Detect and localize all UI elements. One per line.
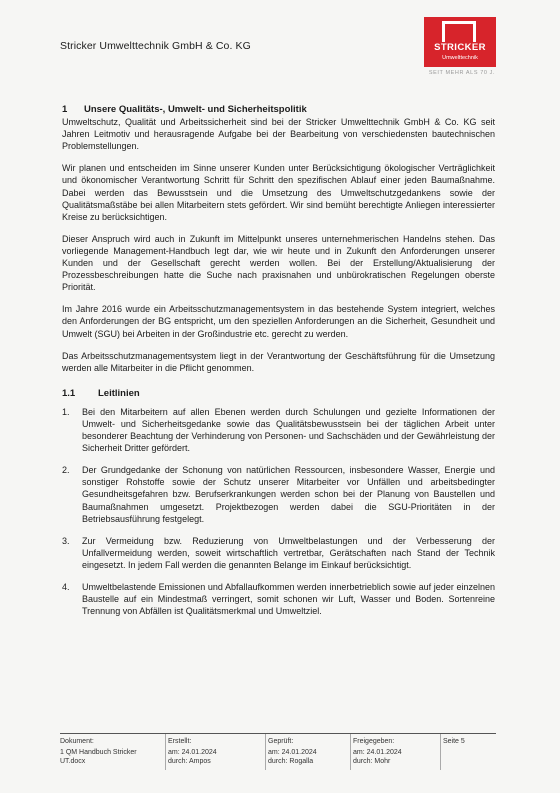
paragraph: Wir planen und entscheiden im Sinne unserer Kunden unter Berücksichtigung ökologischer Verträglichkeit und ökonomischer Verantwortung Schritt für Schritt den spezifischen Ablauf einer jeden Baumaßnahme. Dabei werden das Bewusstsein und die Umsetzung des Umweltschutzgedankens sowie der Qualitätsmaßstäbe bei allen Mitarbeitern stets gefördert. Wir sind bemüht berechtigte Anliegen interessierter Kreise zu berücksichtigen. [62, 163, 495, 222]
footer-label: Freigegeben: [353, 738, 395, 745]
footer-freigegeben [350, 734, 440, 770]
company-logo [424, 17, 496, 67]
paragraph: Im Jahre 2016 wurde ein Arbeitsschutzmanagementsystem in das bestehende System integriert, welches den Anforderungen der BG entspricht, um den speziellen Anforderungen an die Sicherheit, Gesundheit und Umwelt (SGU) bei Arbeiten in der Großindustrie etc. gerecht zu werden. [62, 304, 495, 339]
logo-brand: STRICKER [434, 42, 486, 53]
page-number: Seite 5 [443, 738, 465, 745]
list-item-number: 1. [62, 406, 70, 417]
footer-value: am: 24.01.2024 [353, 749, 402, 756]
footer-label: Geprüft: [268, 738, 294, 745]
footer-value: am: 24.01.2024 [268, 749, 317, 756]
footer-value: durch: Ampos [168, 758, 211, 765]
section-heading [62, 104, 495, 116]
footer-value: 1 QM Handbuch Stricker UT.docx [60, 749, 137, 765]
list-item-text: Der Grundgedanke der Schonung von natürlichen Ressourcen, insbesondere Wasser, Energie und sonstiger Rohstoffe sowie der Schutz unserer Mitarbeiter vor Unfällen und arbeitsbedingter Gesundheitsgefahren bzw. Berufserkrankungen werden schon bei der Planung von Baustellen und Baumaßnahmen umgesetzt. Projektbezogen werden dabei die SGU-Prioritäten in der Betriebsausführung festgelegt. [82, 465, 495, 524]
footer-seite [440, 734, 496, 770]
footer-label: Erstellt: [168, 738, 192, 745]
paragraph: Dieser Anspruch wird auch in Zukunft im Mittelpunkt unseres unternehmerischen Handelns stehen. Das vorliegende Management-Handbuch legt dar, wie wir heute und in Zukunft den Anforderungen unserer Kunden und der Gesellschaft gerecht werden wollen. Bei der Erstellung/Aktualisierung der Prozessbeschreibungen hatte die Suche nach praxisnahen und unbürokratischen Regelungen oberste Priorität. [62, 233, 495, 293]
main-content [62, 104, 495, 627]
paragraph: Das Arbeitsschutzmanagementsystem liegt in der Verantwortung der Geschäftsführung für die Umsetzung werden alle Mitarbeiter in die Pflicht genommen. [62, 350, 495, 373]
logo-mark [442, 21, 476, 42]
footer-value: am: 24.01.2024 [168, 749, 217, 756]
document-footer [60, 733, 496, 770]
footer-geprueft [265, 734, 350, 770]
list-item [62, 535, 495, 571]
subsection-heading [62, 388, 495, 400]
footer-value: durch: Mohr [353, 758, 391, 765]
list-item [62, 406, 495, 454]
subsection-title: Leitlinien [98, 387, 140, 399]
section-title: Unsere Qualitäts-, Umwelt- und Sicherheitspolitik [84, 104, 307, 115]
subsection-number: 1.1 [62, 387, 76, 399]
company-name: Stricker Umwelttechnik GmbH & Co. KG [60, 40, 251, 52]
list-item [62, 464, 495, 524]
list-item-number: 2. [62, 465, 70, 476]
logo-tagline: SEIT MEHR ALS 70 J. [428, 70, 496, 76]
list-item-number: 3. [62, 535, 70, 546]
logo-subtitle: Umwelttechnik [442, 55, 478, 61]
footer-label: Dokument: [60, 738, 94, 745]
list-item-text: Bei den Mitarbeitern auf allen Ebenen werden durch Schulungen und gezielte Informationen der Umwelt- und Sicherheitsgedanke sowie das Qualitätsbewusstsein bei der täglichen Arbeit unter besonderer Beachtung der Verhinderung von Personen- und Sachschäden und der Gewährleistung der Sicherheit Dritter gefördert. [82, 406, 495, 454]
paragraph: Umweltschutz, Qualität und Arbeitssicherheit sind bei der Stricker Umwelttechnik GmbH & Co. KG seit Jahren Leitmotiv und herausragende Aufgabe bei der Bearbeitung von verschiedensten bautechnischen Problemstellungen. [62, 117, 495, 152]
footer-value: durch: Rogalla [268, 758, 314, 765]
list-item-text: Zur Vermeidung bzw. Reduzierung von Umweltbelastungen und der Verbesserung der Unfallvermeidung werden, soweit wirtschaftlich vertretbar, Gerätschaften nach Stand der Technik eingesetzt. In jedem Fall werden die genannten Belange im Einkauf berücksichtigt. [82, 535, 495, 570]
footer-erstellt [165, 734, 265, 770]
footer-dokument [60, 734, 165, 770]
section-number: 1 [62, 104, 68, 115]
list-item-number: 4. [62, 582, 70, 592]
list-item [62, 581, 495, 617]
list-item-text: Umweltbelastende Emissionen und Abfallaufkommen werden innerbetrieblich sowie auf jeder einzelnen Baustelle auf ein Mindestmaß verringert, somit schonen wir Luft, Wasser und Boden. Sortenreine Trennung von Abfällen ist Qualitätsmerkmal und Umweltziel. [82, 582, 495, 617]
